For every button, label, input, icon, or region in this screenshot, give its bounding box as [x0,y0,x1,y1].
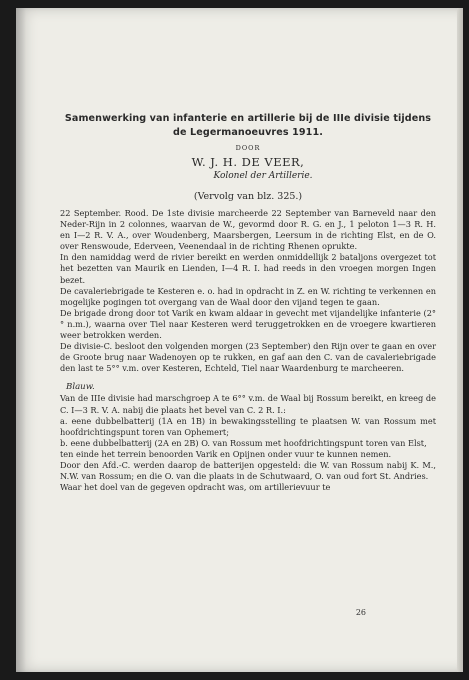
article-title: Samenwerking van infanterie en artillerie bij de IIIe divisie tijdens de Legermanoeuvres 1911. [64,113,432,138]
page-number: 26 [355,608,366,617]
author-rank: Kolonel der Artillerie. [213,171,313,181]
continuation-note: (Vervolg van blz. 325.) [193,191,303,202]
book-page [16,8,462,672]
body-paragraph: 22 September. Rood. De 1ste divisie marcheerde 22 September van Barneveld naar den Neder-Rijn in 2 colonnes, waarvan de W., gevormd door R. G. en J., 1 peloton 1—3 R. H. en I—2 R. V. A., over Woudenberg, Maarsbergen, Leersum in de richting Elst, en de O. over Renswoude, Ederveen, Veenendaal in de richting Rhenen oprukte. In den namiddag werd de rivier bereikt en werden onmiddellijk 2 bataljons overgezet tot het bezetten van Maurik en Lienden, I—4 R. I. had reeds in den vroegen morgen Ingen bezet. De cavaleriebrigade te Kesteren e. o. had in opdracht in Z. en W. richting te verkennen en mogelijke pogingen tot overgang van de Waal door den vijand tegen te gaan. De brigade drong door tot Varik en kwam aldaar in gevecht met vijandelijke infanterie (2°° n.m.), waarna over Tiel naar Kesteren werd teruggetrokken en de vroegere kwartieren weer betrokken werden. De divisie-C. besloot den volgenden morgen (23 September) den Rijn over te gaan en over de Groote brug naar Wadenoyen op te rukken, en gaf aan den C. van de cavaleriebrigade den last te 5°° v.m. over Kesteren, Echteld, Tiel naar Waardenburg te marcheeren. [60,208,436,374]
byline-prefix: DOOR [235,144,261,152]
page-edge [457,8,463,672]
page-content [60,112,436,493]
author-name: W. J. H. DE VEER, [191,155,305,169]
body-paragraph: Van de IIIe divisie had marschgroep A te 6°° v.m. de Waal bij Rossum bereikt, en kreeg de C. I—3 R. V. A. nabij die plaats het bevel van C. 2 R. I.: a. eene dubbelbatterij (1A en 1B) in bewakingsstelling te plaatsen W. van Rossum met hoofdrichtingspunt toren van Ophemert; b. eene dubbelbatterij (2A en 2B) O. van Rossum met hoofdrichtingspunt toren van Elst, ten einde het terrein benoorden Varik en Opijnen onder vuur te kunnen nemen. Door den Afd.-C. werden daarop de batterijen opgesteld: die W. van Rossum nabij K. M., N.W. van Rossum; en die O. van die plaats in de Schutwaard, O. van oud fort St. Andries. Waar het doel van de gegeven opdracht was, om artillerievuur te [60,393,436,493]
section-heading-blauw: Blauw. [66,382,95,393]
